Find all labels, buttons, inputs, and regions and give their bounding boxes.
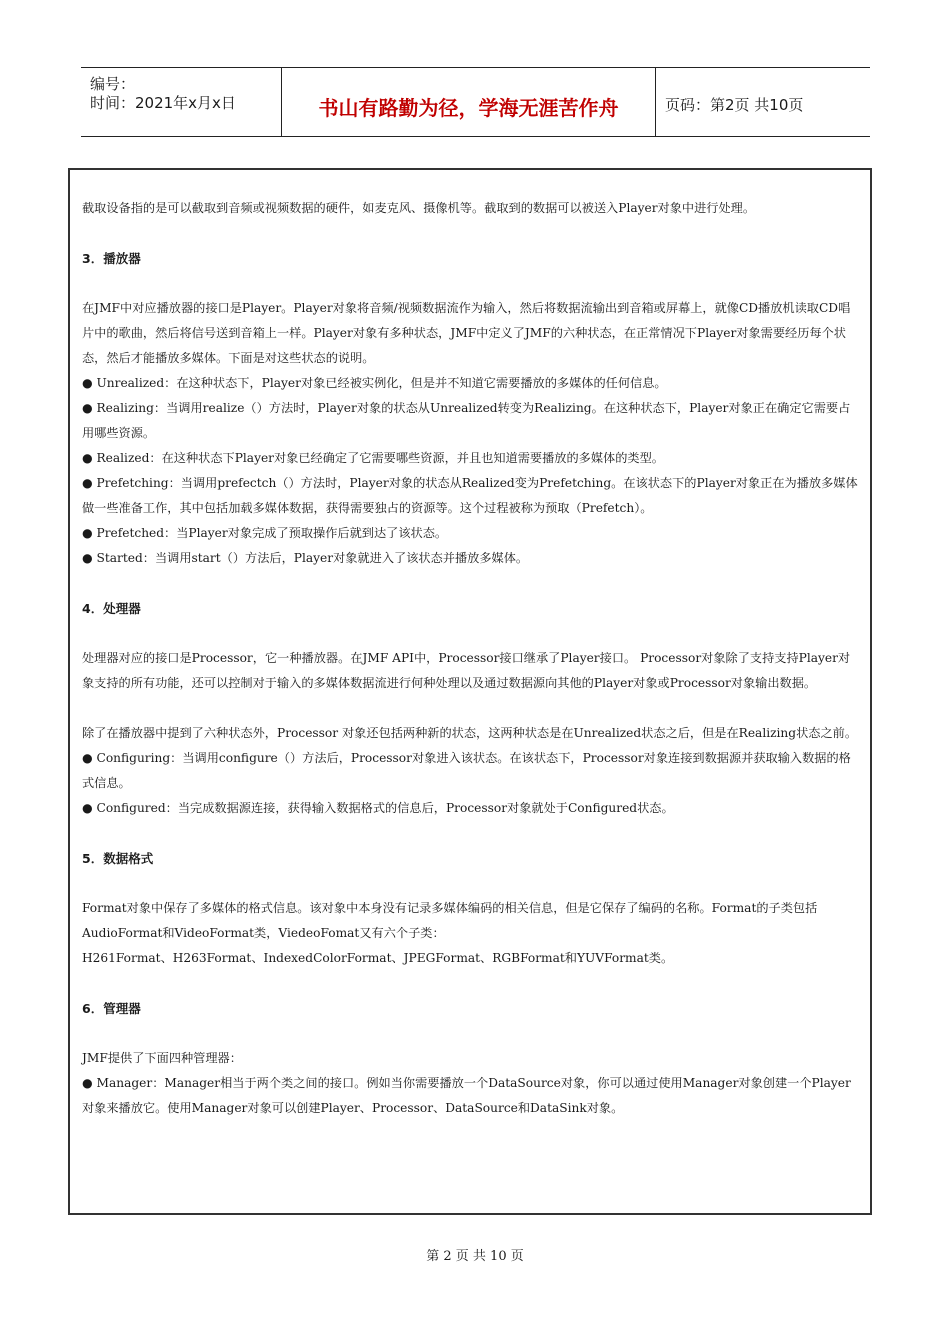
bullet-realizing: ● Realizing：当调用realize（）方法时，Player对象的状态从Unrealized转变为Realizing。在这种状态下，Player对象正在确定它需要占用哪些资源。 — [82, 401, 851, 440]
bullet-prefetched: ● Prefetched：当Player对象完成了预取操作后就到达了该状态。 — [82, 526, 448, 540]
header-motto-cell — [281, 68, 656, 136]
bullet-configuring: ● Configuring：当调用configure（）方法后，Processor对象进入该状态。在该状态下，Processor对象连接到数据源并获取输入数据的格式信息。 — [82, 751, 851, 790]
bullet-realized: ● Realized：在这种状态下Player对象已经确定了它需要哪些资源，并且也知道需要播放的多媒体的类型。 — [82, 451, 664, 465]
page-header — [81, 67, 870, 137]
header-page-cell — [655, 68, 870, 136]
bullet-started: ● Started：当调用start（）方法后，Player对象就进入了该状态并播放多媒体。 — [82, 551, 529, 565]
heading-manager: 6．管理器 — [82, 1001, 141, 1016]
serial-label: 编号： — [90, 75, 136, 93]
paragraph-managers: JMF提供了下面四种管理器： — [82, 1051, 242, 1065]
bullet-prefetching: ● Prefetching：当调用prefectch（）方法时，Player对象的状态从Realized变为Prefetching。在该状态下的Player对象正在为播放多媒体做一些准备工作，其中包括加载多媒体数据，获得需要独占的资源等。这个过程被称为预取（Prefetch）。 — [82, 476, 858, 515]
paragraph-format: Format对象中保存了多媒体的格式信息。该对象中本身没有记录多媒体编码的相关信息，但是它保存了编码的名称。Format的子类包括AudioFormat和VideoFormat类，ViedeoFomat又有六个子类： — [82, 901, 818, 940]
page-footer: 第 2 页 共 10 页 — [426, 1249, 524, 1264]
heading-player: 3．播放器 — [82, 251, 141, 266]
paragraph-player: 在JMF中对应播放器的接口是Player。Player对象将音频/视频数据流作为输入，然后将数据流输出到音箱或屏幕上，就像CD播放机读取CD唱片中的歌曲，然后将信号送到音箱上一样。Player对象有多种状态，JMF中定义了JMF的六种状态，在正常情况下Player对象需要经历每个状态，然后才能播放多媒体。下面是对这些状态的说明。 — [82, 301, 851, 365]
bullet-manager: ● Manager：Manager相当于两个类之间的接口。例如当你需要播放一个DataSource对象，你可以通过使用Manager对象创建一个Player对象来播放它。使用Manager对象可以创建Player、Processor、DataSource和DataSink对象。 — [82, 1076, 851, 1115]
document-body — [82, 196, 860, 1121]
heading-data-format: 5．数据格式 — [82, 851, 154, 866]
paragraph-format-subclasses: H261Format、H263Format、IndexedColorFormat、JPEGFormat、RGBFormat和YUVFormat类。 — [82, 951, 674, 965]
paragraph-processor: 处理器对应的接口是Processor，它一种播放器。在JMF API中，Processor接口继承了Player接口。 Processor对象除了支持支持Player对象支持的所有功能，还可以控制对于输入的多媒体数据流进行何种处理以及通过数据源向其他的Player对象或Processor对象输出数据。 — [82, 651, 851, 690]
bullet-unrealized: ● Unrealized：在这种状态下，Player对象已经被实例化，但是并不知道它需要播放的多媒体的任何信息。 — [82, 376, 667, 390]
heading-processor: 4．处理器 — [82, 601, 141, 616]
content-box — [68, 168, 872, 1215]
paragraph-processor-states: 除了在播放器中提到了六种状态外，Processor 对象还包括两种新的状态，这两种状态是在Unrealized状态之后，但是在Realizing状态之前。 — [82, 726, 858, 740]
header-page-number: 页码：第2页 共10页 — [665, 96, 804, 114]
bullet-configured: ● Configured：当完成数据源连接，获得输入数据格式的信息后，Processor对象就处于Configured状态。 — [82, 801, 674, 815]
paragraph-capture-device: 截取设备指的是可以截取到音频或视频数据的硬件，如麦克风、摄像机等。截取到的数据可以被送入Player对象中进行处理。 — [82, 201, 756, 215]
header-meta-cell — [81, 68, 281, 136]
date-label: 时间：2021年x月x日 — [90, 94, 236, 112]
motto: 书山有路勤为径，学海无涯苦作舟 — [318, 96, 619, 120]
